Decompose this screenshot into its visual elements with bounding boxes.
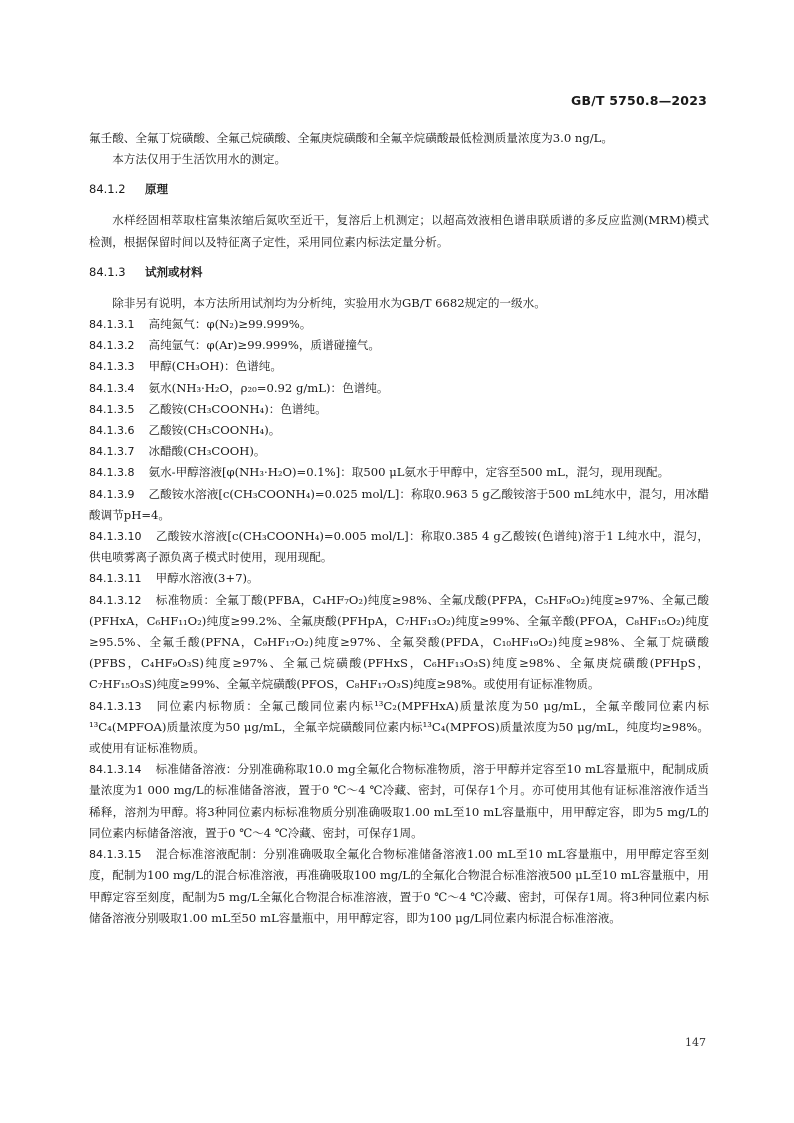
item-number: 84.1.3.15 xyxy=(89,848,142,862)
item-text: 高纯氮气：φ(N₂)≥99.999%。 xyxy=(148,317,312,332)
item-text: 乙酸铵水溶液[c(CH₃COONH₄)=0.005 mol/L]：称取0.385 4 g乙酸铵(色谱纯)溶于1 L纯水中，混匀，供电喷雾离子源负离子模式时使用，现用现配。 xyxy=(89,529,709,565)
page-number: 147 xyxy=(685,1036,706,1049)
item-text: 标准物质：全氟丁酸(PFBA，C₄HF₇O₂)纯度≥98%、全氟戊酸(PFPA，C₅HF₉O₂)纯度≥97%、全氟己酸(PFHxA，C₆HF₁₁O₂)纯度≥99.2%、全氟庚酸(PFHpA，C₇HF₁₃O₂)纯度≥99%、全氟辛酸(PFOA，C₈HF₁₅O₂)纯度≥95.5%、全氟壬酸(PFNA，C₉HF₁₇O₂)纯度≥97%、全氟癸酸(PFDA，C₁₀HF₁₉O₂)纯度≥98%、全氟丁烷磺酸(PFBS，C₄HF₉O₃S)纯度≥97%、全氟己烷磺酸(PFHxS，C₆HF₁₃O₃S)纯度≥98%、全氟庚烷磺酸(PFHpS，C₇HF₁₅O₃S)纯度≥99%、全氟辛烷磺酸(PFOS，C₈HF₁₇O₃S)纯度≥98%。或使用有证标准物质。 xyxy=(89,592,709,692)
item-text: 甲醇(CH₃OH)：色谱纯。 xyxy=(148,359,282,374)
reagent-list xyxy=(89,314,709,929)
reagent-item xyxy=(89,420,709,441)
item-number: 84.1.3.2 xyxy=(89,339,135,353)
item-text: 乙酸铵水溶液[c(CH₃COONH₄)=0.025 mol/L]：称取0.963 5 g乙酸铵溶于500 mL纯水中，混匀，用冰醋酸调节pH=4。 xyxy=(89,486,709,522)
reagent-item xyxy=(89,378,709,399)
item-text: 甲醇水溶液(3+7)。 xyxy=(155,571,259,586)
item-number: 84.1.3.7 xyxy=(89,445,135,459)
section-heading-principle xyxy=(89,179,709,200)
item-text: 高纯氩气：φ(Ar)≥99.999%，质谱碰撞气。 xyxy=(148,338,380,353)
section-title: 试剂或材料 xyxy=(145,264,203,279)
section-number: 84.1.3 xyxy=(89,264,126,279)
item-number: 84.1.3.4 xyxy=(89,381,135,395)
reagent-item xyxy=(89,526,709,568)
reagent-item xyxy=(89,568,709,589)
item-text: 同位素内标物质：全氟己酸同位素内标¹³C₂(MPFHxA)质量浓度为50 μg/mL，全氟辛酸同位素内标¹³C₄(MPFOA)质量浓度为50 μg/mL，全氟辛烷磺酸同位素内标¹³C₄(MPFOS)质量浓度为50 μg/mL，纯度均≥98%。或使用有证标准物质。 xyxy=(89,698,709,756)
reagent-item xyxy=(89,335,709,356)
standard-number: GB/T 5750.8—2023 xyxy=(571,93,707,108)
reagent-item xyxy=(89,590,709,696)
section-body-reagents: 除非另有说明，本方法所用试剂均为分析纯，实验用水为GB/T 6682规定的一级水。 xyxy=(112,295,546,310)
reagent-item xyxy=(89,462,709,483)
item-number: 84.1.3.1 xyxy=(89,318,135,332)
section-number: 84.1.2 xyxy=(89,182,126,197)
item-number: 84.1.3.10 xyxy=(89,530,142,544)
reagent-item xyxy=(89,759,709,844)
reagent-item xyxy=(89,696,709,760)
item-number: 84.1.3.3 xyxy=(89,360,135,374)
item-text: 标准储备溶液：分别准确称取10.0 mg全氟化合物标准物质，溶于甲醇并定容至10 mL容量瓶中，配制成质量浓度为1 000 mg/L的标准储备溶液，置于0 ℃～4 ℃冷藏、密封，可保存1个月。亦可使用其他有证标准溶液作适当稀释，溶剂为甲醇。将3种同位素内标标准物质分别准确吸取1.00 mL至10 mL容量瓶中，用甲醇定容，即为5 mg/L的同位素内标储备溶液，置于0 ℃～4 ℃冷藏、密封，可保存1周。 xyxy=(89,762,709,840)
reagent-item xyxy=(89,399,709,420)
section-body-principle: 水样经固相萃取柱富集浓缩后氮吹至近干，复溶后上机测定；以超高效液相色谱串联质谱的多反应监测(MRM)模式检测，根据保留时间以及特征离子定性，采用同位素内标法定量分析。 xyxy=(89,213,709,249)
reagent-item xyxy=(89,844,709,929)
item-number: 84.1.3.6 xyxy=(89,424,135,438)
item-text: 冰醋酸(CH₃COOH)。 xyxy=(148,444,266,459)
item-number: 84.1.3.5 xyxy=(89,402,135,416)
item-number: 84.1.3.13 xyxy=(89,699,142,713)
item-text: 乙酸铵(CH₃COONH₄)。 xyxy=(148,423,281,438)
item-text: 混合标准溶液配制：分别准确吸取全氟化合物标准储备溶液1.00 mL至10 mL容量瓶中，用甲醇定容至刻度，配制为100 mg/L的混合标准溶液，再准确吸取100 mg/L的全氟化合物混合标准溶液500 μL至10 mL容量瓶中，用甲醇定容至刻度，配制为5 mg/L全氟化合物混合标准溶液，置于0 ℃～4 ℃冷藏、密封，可保存1周。将3种同位素内标储备溶液分别吸取1.00 mL至50 mL容量瓶中，用甲醇定容，即为100 μg/L同位素内标混合标准溶液。 xyxy=(89,847,709,925)
intro-line-1: 氟壬酸、全氟丁烷磺酸、全氟己烷磺酸、全氟庚烷磺酸和全氟辛烷磺酸最低检测质量浓度为3.0 ng/L。 xyxy=(89,131,613,145)
reagent-item xyxy=(89,314,709,335)
document-body xyxy=(89,128,709,929)
section-heading-reagents xyxy=(89,262,709,283)
section-title: 原理 xyxy=(145,182,168,197)
intro-line-2: 本方法仅用于生活饮用水的测定。 xyxy=(112,152,287,167)
item-text: 氨水(NH₃·H₂O，ρ₂₀=0.92 g/mL)：色谱纯。 xyxy=(148,380,389,395)
item-number: 84.1.3.12 xyxy=(89,593,142,607)
item-number: 84.1.3.9 xyxy=(89,487,135,501)
item-number: 84.1.3.14 xyxy=(89,763,142,777)
reagent-item xyxy=(89,356,709,377)
item-text: 乙酸铵(CH₃COONH₄)：色谱纯。 xyxy=(148,401,327,416)
item-text: 氨水-甲醇溶液[φ(NH₃·H₂O)=0.1%]：取500 μL氨水于甲醇中，定容至500 mL，混匀，现用现配。 xyxy=(148,465,670,480)
item-number: 84.1.3.8 xyxy=(89,466,135,480)
reagent-item xyxy=(89,484,709,526)
reagent-item xyxy=(89,441,709,462)
item-number: 84.1.3.11 xyxy=(89,572,142,586)
